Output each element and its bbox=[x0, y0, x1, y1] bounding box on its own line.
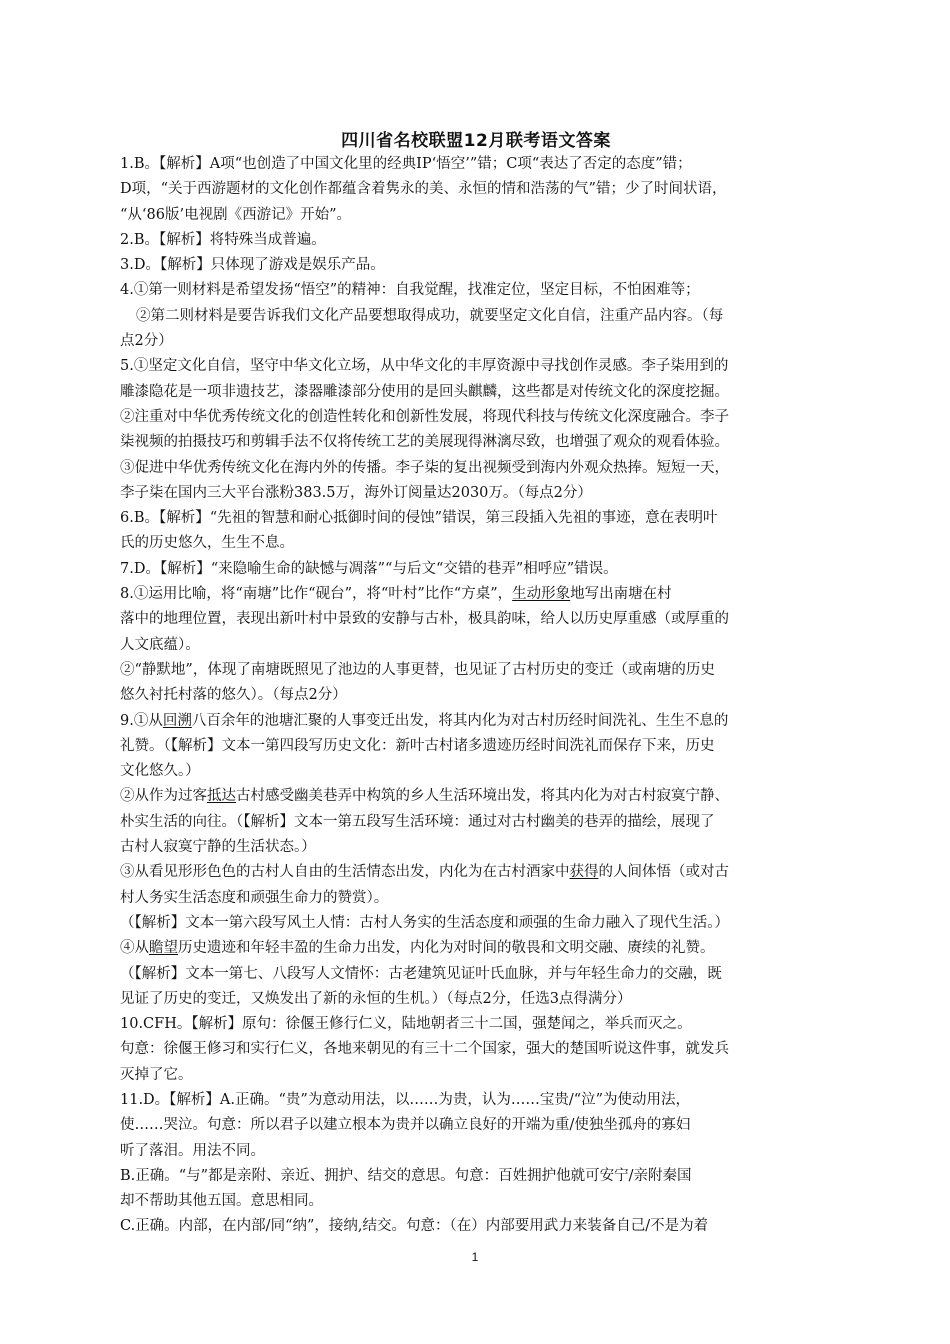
text-line bbox=[120, 304, 832, 329]
line-text: 文化悠久。） bbox=[120, 763, 200, 780]
line-text: 却不帮助其他五国。意思相同。 bbox=[120, 1193, 323, 1210]
text-line bbox=[120, 633, 832, 658]
text-line bbox=[120, 1139, 832, 1164]
text-line bbox=[120, 1063, 832, 1088]
text-line bbox=[120, 405, 832, 430]
line-text: ④从 bbox=[120, 940, 149, 957]
underlined-word: 抵达 bbox=[207, 788, 236, 805]
underlined-word: 瞻望 bbox=[149, 940, 178, 957]
text-line bbox=[120, 1164, 832, 1189]
text-line bbox=[120, 531, 832, 556]
text-line bbox=[120, 430, 832, 455]
text-line bbox=[120, 329, 832, 354]
text-line bbox=[120, 709, 832, 734]
line-text: ②第二则材料是要告诉我们文化产品要想取得成功，就要坚定文化自信，注重产品内容。（每 bbox=[136, 307, 724, 324]
line-text: ③促进中华优秀传统文化在海内外的传播。李子柒的复出视频受到海内外观众热捧。短短一天， bbox=[120, 459, 729, 476]
page-number: 1 bbox=[471, 1250, 479, 1264]
text-line bbox=[120, 253, 832, 278]
text-line bbox=[120, 810, 832, 835]
text-line bbox=[120, 658, 832, 683]
page-title: 四川省名校联盟12月联考语文答案 bbox=[341, 131, 611, 151]
line-text: “从‘86版’电视剧《西游记》开始”。 bbox=[120, 206, 351, 223]
line-text: 听了落泪。用法不同。 bbox=[120, 1142, 265, 1159]
line-text: 悠久衬托村落的悠久）。（每点2分） bbox=[120, 687, 347, 704]
line-text-continued: 的人间体悟（或对古 bbox=[598, 864, 729, 881]
line-text: D项，“关于西游题材的文化创作都蕴含着隽永的美、永恒的情和浩荡的气”错；少了时间状语， bbox=[120, 181, 727, 198]
text-line bbox=[120, 1088, 832, 1113]
text-line bbox=[120, 380, 832, 405]
line-text: 1.B。【解析】A项“也创造了中国文化里的经典IP‘悟空’”错；C项“表达了否定的态度”错； bbox=[120, 156, 692, 172]
line-text: 2.B。【解析】将特殊当成普遍。 bbox=[120, 231, 326, 248]
underlined-word: 回溯 bbox=[162, 712, 192, 729]
line-text: 7.D。【解析】“来隐喻生命的缺憾与凋落”“与后文“交错的巷弄”相呼应”错误。 bbox=[120, 560, 618, 577]
text-line bbox=[120, 1012, 832, 1037]
line-text: 句意：徐偃王修习和实行仁义，各地来朝见的有三十二个国家，强大的楚国听说这件事，就发兵 bbox=[120, 1041, 729, 1058]
text-line bbox=[120, 1189, 832, 1214]
line-text: 李子柒在国内三大平台涨粉383.5万，海外订阅量达2030万。（每点2分） bbox=[120, 484, 592, 501]
underlined-word: 获得 bbox=[569, 864, 599, 881]
line-text: 朴实生活的向往。（【解析】文本一第五段写生活环境：通过对古村幽美的巷弄的描绘，展现了 bbox=[120, 813, 715, 830]
text-line bbox=[120, 1113, 832, 1138]
line-text: 人文底蕴）。 bbox=[120, 636, 200, 653]
text-line bbox=[120, 987, 832, 1012]
text-line bbox=[120, 203, 832, 228]
text-line bbox=[120, 481, 832, 506]
text-line bbox=[120, 557, 832, 582]
line-text-continued: 地写出南塘在村 bbox=[570, 586, 672, 603]
line-text: 4.①第一则材料是希望发扬“悟空”的精神：自我觉醒，找准定位，坚定目标，不怕困难等； bbox=[120, 282, 700, 299]
line-text: 灭掉了它。 bbox=[120, 1066, 193, 1083]
line-text-continued: 历史遗迹和年轻丰盈的生命力出发，内化为对时间的敬畏和文明交融、赓续的礼赞。 bbox=[178, 940, 715, 957]
text-line bbox=[120, 835, 832, 860]
line-text: ②“静默地”，体现了南塘既照见了池边的人事更替，也见证了古村历史的变迁（或南塘的历史 bbox=[120, 661, 715, 678]
line-text: 8.①运用比喻，将“南塘”比作“砚台”，将“叶村”比作“方桌”， bbox=[120, 586, 513, 603]
text-line bbox=[120, 177, 832, 202]
line-text: ②注重对中华优秀传统文化的创造性转化和创新性发展，将现代科技与传统文化深度融合。李子 bbox=[120, 408, 729, 425]
line-text: （【解析】文本一第六段写风土人情：古村人务实的生活态度和顽强的生命力融入了现代生活。） bbox=[120, 914, 729, 931]
text-line bbox=[120, 582, 832, 607]
line-text: C.正确。内部，在内部/同“纳”，接纳,结交。句意：（在）内部要用武力来装备自己/不是为着 bbox=[120, 1218, 709, 1235]
text-line bbox=[120, 962, 832, 987]
text-line bbox=[120, 759, 832, 784]
text-line bbox=[120, 784, 832, 809]
line-text: 9.①从 bbox=[120, 712, 163, 729]
text-line bbox=[120, 683, 832, 708]
line-text: 10.CFH。【解析】原句：徐偃王修行仁义，陆地朝者三十二国，强楚闻之，举兵而灭之。 bbox=[120, 1016, 692, 1033]
answer-body bbox=[120, 152, 832, 1240]
line-text: 3.D。【解析】只体现了游戏是娱乐产品。 bbox=[120, 257, 385, 274]
text-line bbox=[120, 228, 832, 253]
underlined-word: 生动形象 bbox=[512, 586, 571, 603]
line-text: 6.B。【解析】“先祖的智慧和耐心抵御时间的侵蚀”错误，第三段插入先祖的事迹，意在表明叶 bbox=[120, 510, 718, 527]
line-text-continued: 古村感受幽美巷弄中构筑的乡人生活环境出发，将其内化为对古村寂寞宁静、 bbox=[236, 788, 729, 805]
line-text-continued: 八百余年的池塘汇聚的人事变迁出发，将其内化为对古村历经时间洗礼、生生不息的 bbox=[191, 712, 729, 729]
line-text: 落中的地理位置，表现出新叶村中景致的安静与古朴，极具韵味，给人以历史厚重感（或厚重的 bbox=[120, 611, 729, 628]
text-line bbox=[120, 860, 832, 885]
line-text: （【解析】文本一第七、八段写人文情怀：古老建筑见证叶氏血脉，并与年轻生命力的交融，既 bbox=[120, 965, 722, 982]
text-line bbox=[120, 734, 832, 759]
line-text: ②从作为过客 bbox=[120, 788, 207, 805]
line-text: 点2分） bbox=[120, 333, 173, 350]
text-line bbox=[120, 911, 832, 936]
line-text: 使……哭泣。句意：所以君子以建立根本为贵并以确立良好的开端为重/使独坐孤舟的寡妇 bbox=[120, 1117, 691, 1134]
line-text: 礼赞。（【解析】文本一第四段写历史文化：新叶古村诸多遗迹历经时间洗礼而保存下来，历史 bbox=[120, 737, 715, 754]
line-text: ③从看见形形色色的古村人自由的生活情态出发，内化为在古村酒家中 bbox=[120, 864, 570, 881]
line-text: 村人务实生活态度和顽强生命力的赞赏）。 bbox=[120, 889, 389, 906]
line-text: 见证了历史的变迁，又焕发出了新的永恒的生机。）（每点2分，任选3点得满分） bbox=[120, 990, 632, 1007]
text-line bbox=[120, 456, 832, 481]
text-line bbox=[120, 1214, 832, 1239]
text-line bbox=[120, 607, 832, 632]
line-text: 11.D。【解析】A.正确。“贵”为意动用法，以……为贵，认为……宝贵/“泣”为使动用法， bbox=[120, 1091, 691, 1108]
text-line bbox=[120, 936, 832, 961]
text-line bbox=[120, 1037, 832, 1062]
line-text: 柒视频的拍摄技巧和剪辑手法不仅将传统工艺的美展现得淋漓尽致，也增强了观众的观看体验。 bbox=[120, 434, 729, 451]
line-text: 5.①坚定文化自信，坚守中华文化立场，从中华文化的丰厚资源中寻找创作灵感。李子柒用到的 bbox=[120, 358, 729, 375]
line-text: 古村人寂寞宁静的生活状态。） bbox=[120, 839, 316, 856]
line-text: B.正确。“与”都是亲附、亲近、拥护、结交的意思。句意：百姓拥护他就可安宁/亲附秦国 bbox=[120, 1167, 692, 1184]
text-line bbox=[120, 506, 832, 531]
text-line bbox=[120, 354, 832, 379]
text-line bbox=[120, 278, 832, 303]
line-text: 雕漆隐花是一项非遗技艺，漆器雕漆部分使用的是回头麒麟，这些都是对传统文化的深度挖掘。 bbox=[120, 383, 729, 400]
line-text: 氏的历史悠久，生生不息。 bbox=[120, 535, 294, 552]
text-line bbox=[120, 152, 832, 177]
text-line bbox=[120, 886, 832, 911]
